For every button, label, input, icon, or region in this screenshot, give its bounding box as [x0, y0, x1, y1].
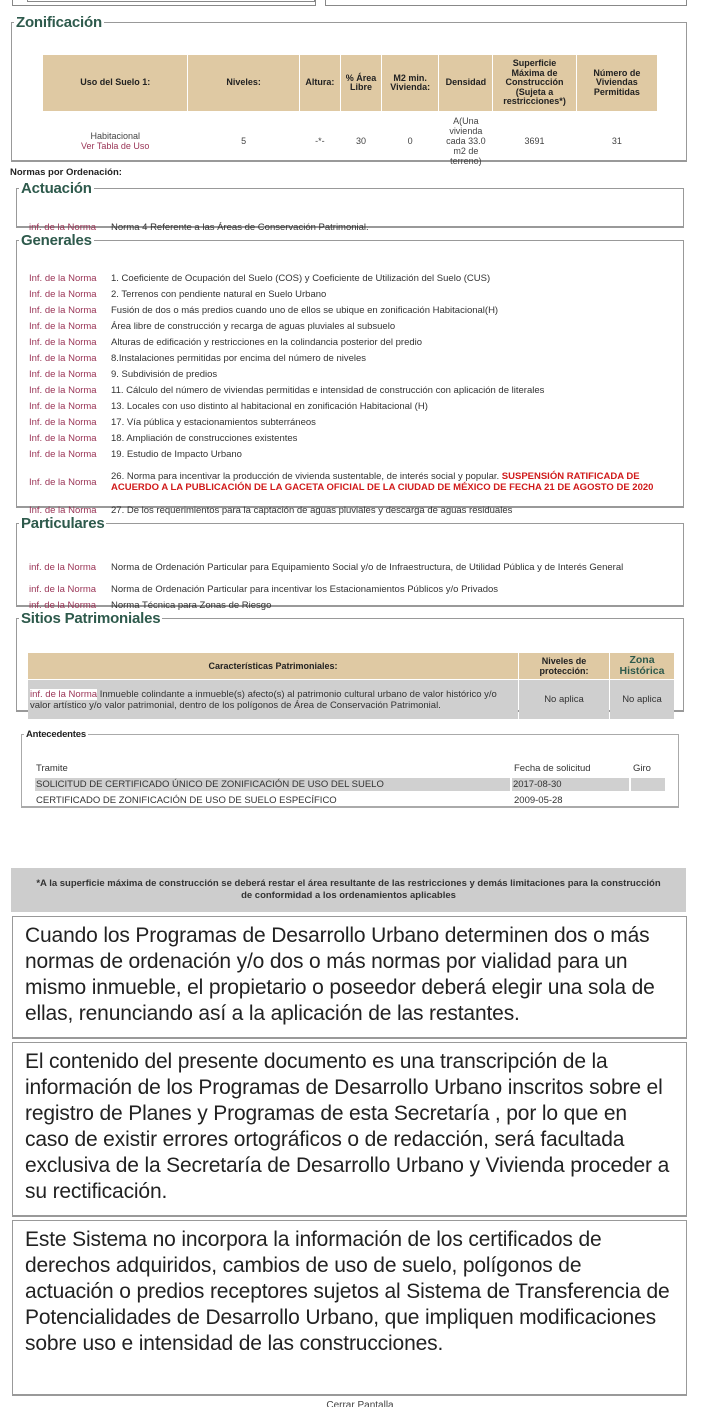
giro-cell — [631, 778, 665, 791]
norma-text: Norma Técnica para Zonas de Riesgo — [111, 599, 272, 611]
norma-text — [111, 471, 683, 493]
cell-densidad: A(Una vivienda cada 33.0 m2 de terreno) — [446, 116, 486, 166]
particulares-list — [17, 553, 683, 613]
inf-norma-link[interactable]: Inf. de la Norma — [29, 416, 97, 428]
inf-norma-link[interactable]: Inf. de la Norma — [29, 288, 97, 300]
ver-tabla-uso-link[interactable]: Ver Tabla de Uso — [81, 141, 150, 151]
generales-section — [16, 232, 684, 516]
inf-norma-link[interactable]: inf. de la Norma — [30, 688, 98, 700]
inf-norma-link[interactable]: Inf. de la Norma — [29, 336, 97, 348]
header-caracteristicas: Características Patrimoniales: — [28, 653, 518, 679]
inf-norma-link[interactable]: inf. de la Norma — [29, 599, 97, 611]
top-left-inner-field — [27, 0, 315, 2]
norma-text: Norma de Ordenación Particular para incentivar los Estacionamientos Públicos y/o Privados — [111, 583, 499, 595]
norma-text: Norma 4 Referente a las Áreas de Conservación Patrimonial. — [111, 221, 369, 233]
inf-norma-link[interactable]: Inf. de la Norma — [29, 432, 97, 444]
norma-text: 19. Estudio de Impacto Urbano — [111, 448, 242, 460]
cell-area-libre: 30 — [356, 136, 367, 146]
sitios-title: Sitios Patrimoniales — [21, 610, 161, 627]
header-densidad: Densidad — [439, 55, 492, 111]
tramite-cell: CERTIFICADO DE ZONIFICACIÓN DE USO DE SUELO ESPECÍFICO — [36, 794, 337, 806]
header-tramite: Tramite — [36, 762, 68, 774]
particulares-section — [16, 515, 684, 611]
zonificacion-header-row — [43, 55, 657, 111]
norma-text: 2. Terrenos con pendiente natural en Suelo Urbano — [111, 288, 327, 300]
suspension-alert: SUSPENSIÓN RATIFICADA DE ACUERDO A LA PUBLICACIÓN DE LA GACETA OFICIAL DE LA CIUDAD DE MÉXICO DE FECHA 21 DE AGOSTO DE 2020 — [111, 471, 654, 493]
superficie-notice: *A la superficie máxima de construcción se deberá restar el área resultante de las restricciones y demás limitaciones para la construcción de conformidad a los ordenamientos aplicables — [11, 868, 686, 912]
antecedentes-header-row — [35, 760, 667, 776]
cell-caracteristicas — [28, 680, 518, 719]
disclaimer-sistema: Este Sistema no incorpora la información de los certificados de derechos adquiridos, cambios de uso de suelo, polígonos de actuación o predios receptores sujetos al Sistema de Transferencia de Potencialidades de Desarrollo Urbano, que impliquen modificaciones sobre uso e intensidad de las construcciones. — [12, 1220, 687, 1396]
norma-text: 9. Subdivisión de predios — [111, 368, 218, 380]
cell-altura: -*- — [315, 136, 325, 146]
antecedentes-table — [35, 760, 667, 808]
particulares-title: Particulares — [21, 515, 105, 532]
norma-text: 17. Vía pública y estacionamientos subterráneos — [111, 416, 316, 428]
zonificacion-row — [43, 112, 657, 170]
norma-text: 1. Coeficiente de Ocupación del Suelo (COS) y Coeficiente de Utilización del Suelo (CUS) — [111, 272, 491, 284]
norma-row — [17, 462, 683, 502]
norma-text: 13. Locales con uso distinto al habitacional en zonificación Habitacional (H) — [111, 400, 428, 412]
normas-por-ordenacion-label: Normas por Ordenación: — [10, 167, 122, 178]
inf-norma-link[interactable]: Inf. de la Norma — [29, 368, 97, 380]
antecedentes-row[interactable] — [35, 776, 667, 792]
antecedentes-row[interactable] — [35, 792, 667, 808]
header-zona-historica: Zona Histórica — [610, 653, 674, 679]
sitios-table — [27, 652, 675, 720]
caracteristicas-text: Inmueble colindante a inmueble(s) afecto(s) al patrimonio cultural urbano de valor histórico y/o valor artístico y/o valor patrimonial, dentro de los polígonos de Área de Conservación Patrimonial. — [30, 688, 497, 711]
cell-niveles-proteccion: No aplica — [519, 680, 609, 719]
norma-text: Norma de Ordenación Particular para Equipamiento Social y/o de Infraestructura, de Utilidad Pública y de Interés General — [111, 561, 624, 573]
norma-text: Fusión de dos o más predios cuando uno de ellos se ubique en zonificación Habitacional(H) — [111, 304, 499, 316]
norma-row — [17, 414, 683, 430]
sitios-header-row — [28, 653, 674, 679]
tramite-cell: SOLICITUD DE CERTIFICADO ÚNICO DE ZONIFICACIÓN DE USO DEL SUELO — [35, 778, 510, 791]
antecedentes-section — [21, 729, 679, 808]
inf-norma-link[interactable]: Inf. de la Norma — [29, 352, 97, 364]
fecha-cell: 2017-08-30 — [512, 778, 629, 791]
disclaimer-normas: Cuando los Programas de Desarrollo Urbano determinen dos o más normas de ordenación y/o dos o más normas por vialidad para un mismo inmueble, el propietario o poseedor deberá elegir una sola de ellas, renunciando así a la aplicación de las restantes. — [12, 916, 687, 1039]
norma-row — [17, 398, 683, 414]
inf-norma-link[interactable]: Inf. de la Norma — [29, 504, 97, 516]
norma-row — [17, 270, 683, 286]
inf-norma-link[interactable]: Inf. de la Norma — [29, 304, 97, 316]
header-num-viviendas: Número de Viviendas Permitidas — [577, 55, 657, 111]
zonificacion-section — [11, 14, 687, 166]
cerrar-pantalla-button[interactable]: Cerrar Pantalla — [326, 1400, 394, 1407]
norma-row — [17, 366, 683, 382]
norma-text: Alturas de edificación y restricciones en la colindancia posterior del predio — [111, 336, 423, 348]
zonificacion-table — [42, 54, 658, 171]
cell-num-viviendas: 31 — [611, 136, 622, 146]
cell-zona-historica: No aplica — [610, 680, 674, 719]
norma-row — [17, 382, 683, 398]
header-uso-suelo: Uso del Suelo 1: — [43, 55, 187, 111]
cell-superficie-max: 3691 — [524, 136, 545, 146]
norma-text: 8.Instalaciones permitidas por encima del número de niveles — [111, 352, 367, 364]
actuacion-title: Actuación — [21, 180, 92, 197]
generales-list — [17, 270, 683, 518]
cell-uso — [43, 112, 187, 170]
inf-norma-link[interactable]: Inf. de la Norma — [29, 448, 97, 460]
inf-norma-link[interactable]: Inf. de la Norma — [29, 320, 97, 332]
inf-norma-link[interactable]: Inf. de la Norma — [29, 400, 97, 412]
uso-value: Habitacional — [90, 131, 140, 141]
norma-row — [17, 553, 683, 581]
header-area-libre: % Área Libre — [341, 55, 381, 111]
norma-row — [17, 350, 683, 366]
norma-row — [17, 581, 683, 597]
generales-title: Generales — [21, 232, 92, 249]
header-altura: Altura: — [300, 55, 340, 111]
norma-text: 27. De los requerimientos para la captación de aguas pluviales y descarga de aguas residuales — [111, 504, 513, 516]
norma-row — [17, 286, 683, 302]
header-niveles: Niveles: — [188, 55, 298, 111]
antecedentes-title: Antecedentes — [26, 729, 86, 740]
header-superficie-max: Superficie Máxima de Construcción (Sujeta a restricciones*) — [493, 55, 575, 111]
top-right-panel — [325, 0, 687, 6]
inf-norma-link[interactable]: Inf. de la Norma — [29, 384, 97, 396]
cell-m2-min: 0 — [407, 136, 413, 146]
norma-text: 18. Ampliación de construcciones existentes — [111, 432, 298, 444]
header-niveles-proteccion: Niveles de protección: — [519, 653, 609, 679]
header-fecha: Fecha de solicitud — [514, 762, 591, 774]
norma-row — [17, 334, 683, 350]
norma-row — [17, 446, 683, 462]
header-m2-min: M2 min. Vivienda: — [382, 55, 438, 111]
norma-text: Área libre de construcción y recarga de aguas pluviales al subsuelo — [111, 320, 396, 332]
norma-row — [17, 302, 683, 318]
inf-norma-link[interactable]: inf. de la Norma — [29, 561, 97, 573]
norma-26-text: 26. Norma para incentivar la producción de vivienda sustentable, de interés social y popular. — [111, 471, 502, 482]
norma-row — [17, 430, 683, 446]
sitios-patrimoniales-section — [16, 610, 684, 712]
norma-text: 11. Cálculo del número de viviendas permitidas e intensidad de construcción con aplicación de literales — [111, 384, 545, 396]
inf-norma-link[interactable]: inf. de la Norma — [29, 221, 97, 233]
inf-norma-link[interactable]: Inf. de la Norma — [29, 272, 97, 284]
disclaimer-transcripcion: El contenido del presente documento es una transcripción de la información de los Programas de Desarrollo Urbano inscritos sobre el registro de Planes y Programas de esta Secretaría , por lo que en caso de existir errores ortográficos o de redacción, será facultada exclusiva de la Secretaría de Desarrollo Urbano y Vivienda proceder a su rectificación. — [12, 1042, 687, 1217]
actuacion-section — [16, 180, 684, 233]
inf-norma-link[interactable]: inf. de la Norma — [29, 583, 97, 595]
header-giro: Giro — [633, 762, 651, 774]
sitios-row — [28, 680, 674, 719]
inf-norma-link[interactable]: Inf. de la Norma — [29, 476, 97, 488]
fecha-cell: 2009-05-28 — [514, 794, 563, 806]
top-left-panel — [12, 0, 316, 6]
norma-row — [17, 318, 683, 334]
cell-niveles: 5 — [241, 136, 247, 146]
zonificacion-title: Zonificación — [16, 14, 102, 31]
